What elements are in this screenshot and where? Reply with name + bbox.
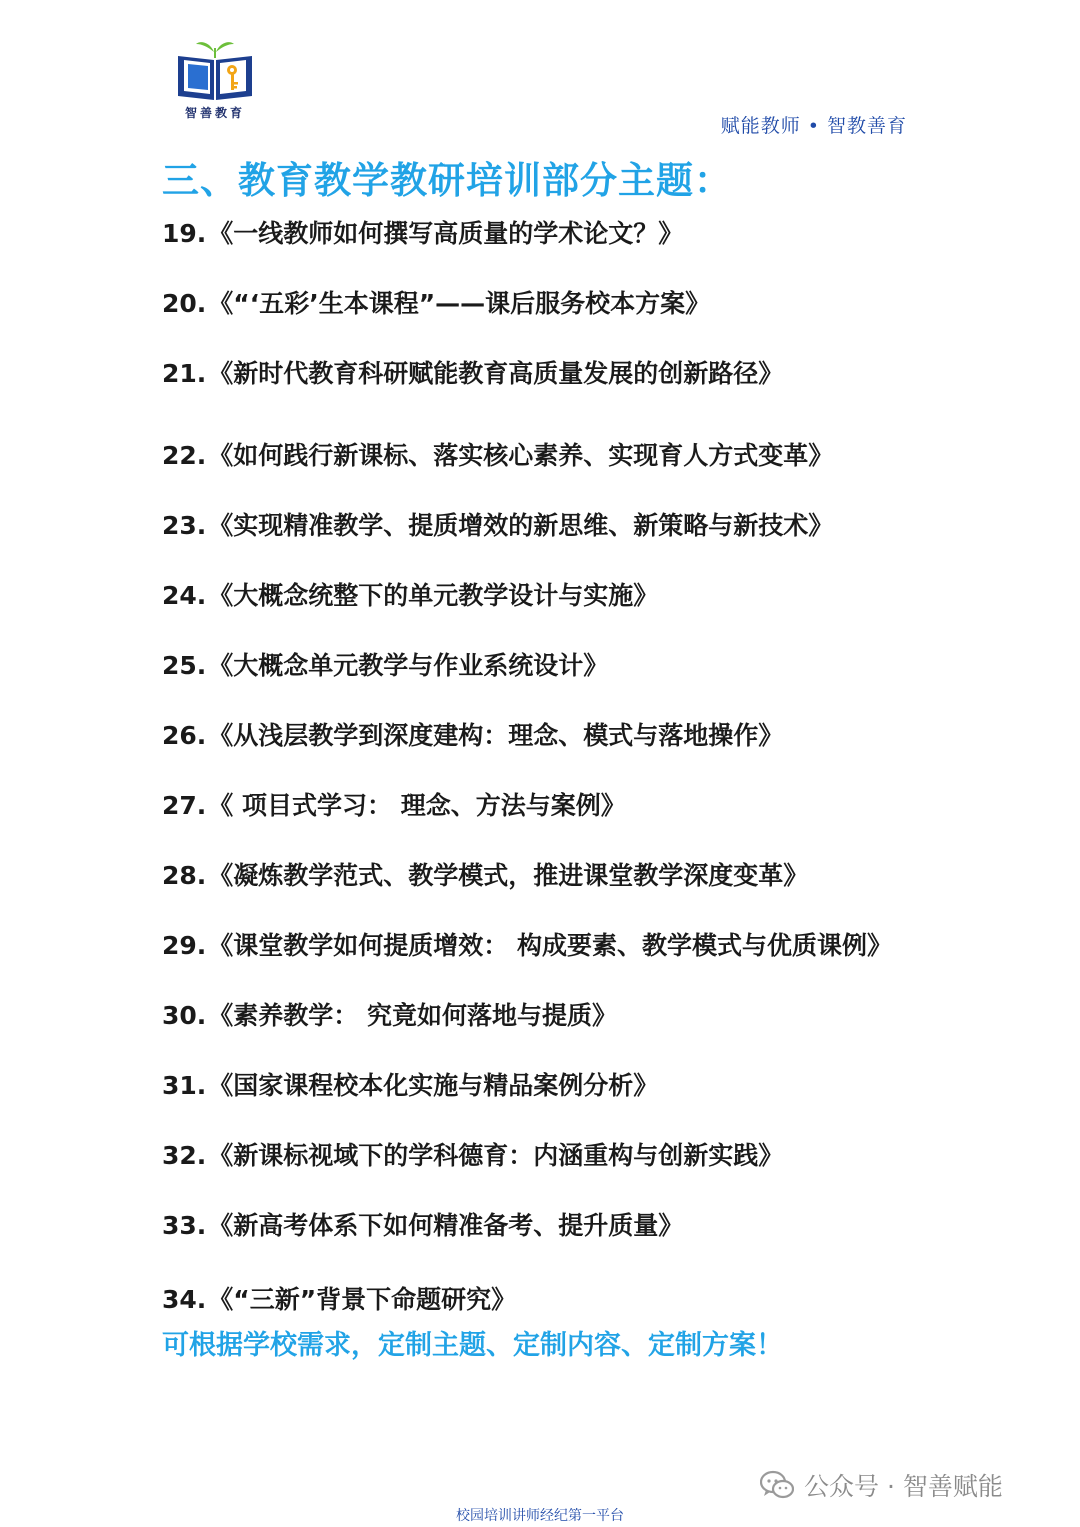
- item-number: 30.: [162, 1001, 207, 1030]
- item-title: 《课堂教学如何提质增效： 构成要素、教学模式与优质课例》: [208, 931, 893, 960]
- item-number: 28.: [162, 861, 207, 890]
- item-title: 《如何践行新课标、落实核心素养、实现育人方式变革》: [208, 441, 834, 470]
- item-title: 《实现精准教学、提质增效的新思维、新策略与新技术》: [208, 511, 834, 540]
- item-number: 19.: [162, 219, 207, 248]
- item-title: 《新时代教育科研赋能教育高质量发展的创新路径》: [208, 359, 784, 388]
- page-footer: 校园培训讲师经纪第一平台: [456, 1508, 624, 1524]
- item-number: 24.: [162, 581, 207, 610]
- list-item: [162, 926, 892, 962]
- item-number: 21.: [162, 359, 207, 388]
- item-title: 《素养教学： 究竟如何落地与提质》: [208, 1001, 618, 1030]
- list-item: [162, 1280, 516, 1316]
- item-number: 31.: [162, 1071, 207, 1100]
- list-item: [162, 214, 683, 250]
- item-number: 23.: [162, 511, 207, 540]
- item-number: 26.: [162, 721, 207, 750]
- list-item: [162, 354, 783, 390]
- wechat-icon: [760, 1470, 794, 1500]
- item-number: 34.: [162, 1285, 207, 1314]
- list-item: [162, 1206, 683, 1242]
- item-title: 《凝炼教学范式、教学模式，推进课堂教学深度变革》: [208, 861, 809, 890]
- item-number: 33.: [162, 1211, 207, 1240]
- logo-text: 智善教育: [184, 106, 245, 120]
- list-item: [162, 996, 617, 1032]
- list-item: [162, 1136, 783, 1172]
- list-item: [162, 646, 608, 682]
- list-item: [162, 856, 808, 892]
- item-title: 《一线教师如何撰写高质量的学术论文？》: [208, 219, 684, 248]
- item-number: 32.: [162, 1141, 207, 1170]
- header-slogan: 赋能教师 • 智教善育: [720, 115, 907, 137]
- item-number: 20.: [162, 289, 207, 318]
- item-title: 《大概念单元教学与作业系统设计》: [208, 651, 609, 680]
- item-title: 《国家课程校本化实施与精品案例分析》: [208, 1071, 659, 1100]
- item-number: 25.: [162, 651, 207, 680]
- list-item: [162, 716, 783, 752]
- item-title: 《大概念统整下的单元教学设计与实施》: [208, 581, 659, 610]
- brand-logo: [170, 38, 260, 124]
- list-item: [162, 576, 658, 612]
- item-title: 《 项目式学习： 理念、方法与案例》: [208, 791, 626, 820]
- item-title: 《“‘五彩’生本课程”——课后服务校本方案》: [208, 289, 711, 318]
- item-title: 《“三新”背景下命题研究》: [208, 1285, 517, 1314]
- custom-note: 可根据学校需求，定制主题、定制内容、定制方案！: [162, 1330, 783, 1361]
- item-number: 22.: [162, 441, 207, 470]
- item-number: 27.: [162, 791, 207, 820]
- item-number: 29.: [162, 931, 207, 960]
- item-title: 《新课标视域下的学科德育：内涵重构与创新实践》: [208, 1141, 784, 1170]
- wechat-watermark: [760, 1465, 1003, 1505]
- book-leaf-logo-icon: [170, 38, 260, 102]
- list-item: [162, 436, 833, 472]
- watermark-text: 公众号 · 智善赋能: [804, 1472, 1003, 1501]
- list-item: [162, 506, 833, 542]
- list-item: [162, 1066, 658, 1102]
- section-title: 三、教育教学教研培训部分主题：: [162, 159, 732, 202]
- item-title: 《从浅层教学到深度建构：理念、模式与落地操作》: [208, 721, 784, 750]
- list-item: [162, 284, 710, 320]
- list-item: [162, 786, 626, 822]
- item-title: 《新高考体系下如何精准备考、提升质量》: [208, 1211, 684, 1240]
